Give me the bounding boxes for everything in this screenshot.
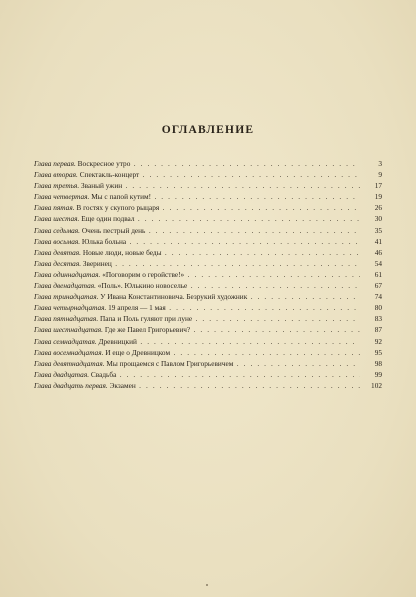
page-number: 41 <box>374 236 382 246</box>
chapter-title: Спектакль-концерт <box>79 170 140 180</box>
chapter-title: И еще о Древницком <box>105 347 171 357</box>
page-number: 83 <box>374 314 382 324</box>
chapter-number: Глава четырнадцатая. <box>34 303 107 313</box>
page-number: 98 <box>374 358 382 368</box>
chapter-number: Глава пятнадцатая. <box>34 314 99 324</box>
toc-entry <box>34 202 382 213</box>
page-number: 35 <box>374 225 382 235</box>
toc-entry <box>34 258 382 269</box>
chapter-number: Глава семнадцатая. <box>34 336 97 346</box>
chapter-title: Зверинец <box>82 258 112 268</box>
chapter-number: Глава третья. <box>34 181 80 191</box>
page-number: 54 <box>374 258 382 268</box>
chapter-title: Юлька больна <box>81 236 127 246</box>
page-number: 80 <box>374 303 382 313</box>
chapter-number: Глава восьмая. <box>34 236 81 246</box>
chapter-title: Мы с папой кутим! <box>91 192 152 202</box>
chapter-number: Глава шестнадцатая. <box>34 325 103 335</box>
page-number: 46 <box>374 247 382 257</box>
chapter-title: Мы прощаемся с Павлом Григорьевичем <box>106 358 234 368</box>
chapter-title: Новые люди, новые беды <box>82 247 162 257</box>
toc-entry <box>34 324 382 335</box>
chapter-title: В гостях у скупого рыцаря <box>76 203 160 213</box>
page-number: 92 <box>374 336 382 346</box>
page-number: 102 <box>371 380 382 390</box>
toc-entry <box>34 380 382 391</box>
page-number: 9 <box>378 170 382 180</box>
chapter-number: Глава первая. <box>34 159 76 168</box>
chapter-number: Глава пятая. <box>34 203 75 213</box>
toc-entry <box>34 336 382 347</box>
chapter-title: Званый ужин <box>80 181 123 191</box>
page-number: 99 <box>374 369 382 379</box>
chapter-title: У Ивана Константиновича. Безрукий художник <box>100 292 248 302</box>
toc-entry <box>34 236 382 247</box>
toc-entry <box>34 169 382 180</box>
chapter-title: Где же Павел Григорьевич? <box>104 325 191 335</box>
chapter-title: Экзамен <box>109 380 136 390</box>
toc-entry <box>34 280 382 291</box>
chapter-number: Глава восемнадцатая. <box>34 347 104 357</box>
page-number: 67 <box>374 281 382 291</box>
chapter-title: Древницкий <box>98 336 137 346</box>
toc-entry <box>34 313 382 324</box>
chapter-number: Глава девятая. <box>34 247 81 257</box>
toc-entry <box>34 225 382 236</box>
chapter-title: Еще один подвал <box>81 214 135 224</box>
toc-entry <box>34 291 382 302</box>
chapter-number: Глава четвертая. <box>34 192 90 202</box>
toc-entry <box>34 358 382 369</box>
toc-entry <box>34 247 382 258</box>
page-number: 26 <box>374 203 382 213</box>
chapter-title: «Поль». Юлькино новоселье <box>97 281 188 291</box>
page-number: 19 <box>374 192 382 202</box>
chapter-number: Глава вторая. <box>34 170 78 180</box>
page-number: 30 <box>374 214 382 224</box>
toc-entry <box>34 269 382 280</box>
chapter-number: Глава десятая. <box>34 258 82 268</box>
chapter-title: Папа и Поль гуляют при луне <box>99 314 193 324</box>
toc-entry <box>34 369 382 380</box>
chapter-number: Глава одиннадцатая. <box>34 269 101 279</box>
toc-entry <box>34 302 382 313</box>
page-number: 74 <box>374 292 382 302</box>
page-number: 87 <box>374 325 382 335</box>
chapter-title: Очень пестрый день <box>81 225 146 235</box>
toc-entry <box>34 191 382 202</box>
chapter-title: «Поговорим о геройстве!» <box>102 269 185 279</box>
chapter-number: Глава двадцать первая. <box>34 380 108 390</box>
chapter-title: 19 апреля — 1 мая <box>108 303 166 313</box>
page-title: ОГЛАВЛЕНИЕ <box>161 124 255 136</box>
chapter-title: Воскресное утро <box>77 159 131 168</box>
chapter-number: Глава двадцатая. <box>34 369 90 379</box>
toc-entry <box>34 158 382 169</box>
toc-entry <box>34 180 382 191</box>
chapter-number: Глава тринадцатая. <box>34 292 99 302</box>
page-number: 95 <box>374 347 382 357</box>
print-speck <box>206 584 208 586</box>
toc-entry <box>34 347 382 358</box>
chapter-number: Глава двенадцатая. <box>34 281 96 291</box>
chapter-title: Свадьба <box>90 369 117 379</box>
page-number: 61 <box>374 269 382 279</box>
chapter-number: Глава седьмая. <box>34 225 81 235</box>
chapter-number: Глава шестая. <box>34 214 80 224</box>
page-number: 3 <box>378 159 382 168</box>
page-number: 17 <box>374 181 382 191</box>
table-of-contents <box>34 158 382 391</box>
toc-entry <box>34 213 382 224</box>
chapter-number: Глава девятнадцатая. <box>34 358 105 368</box>
